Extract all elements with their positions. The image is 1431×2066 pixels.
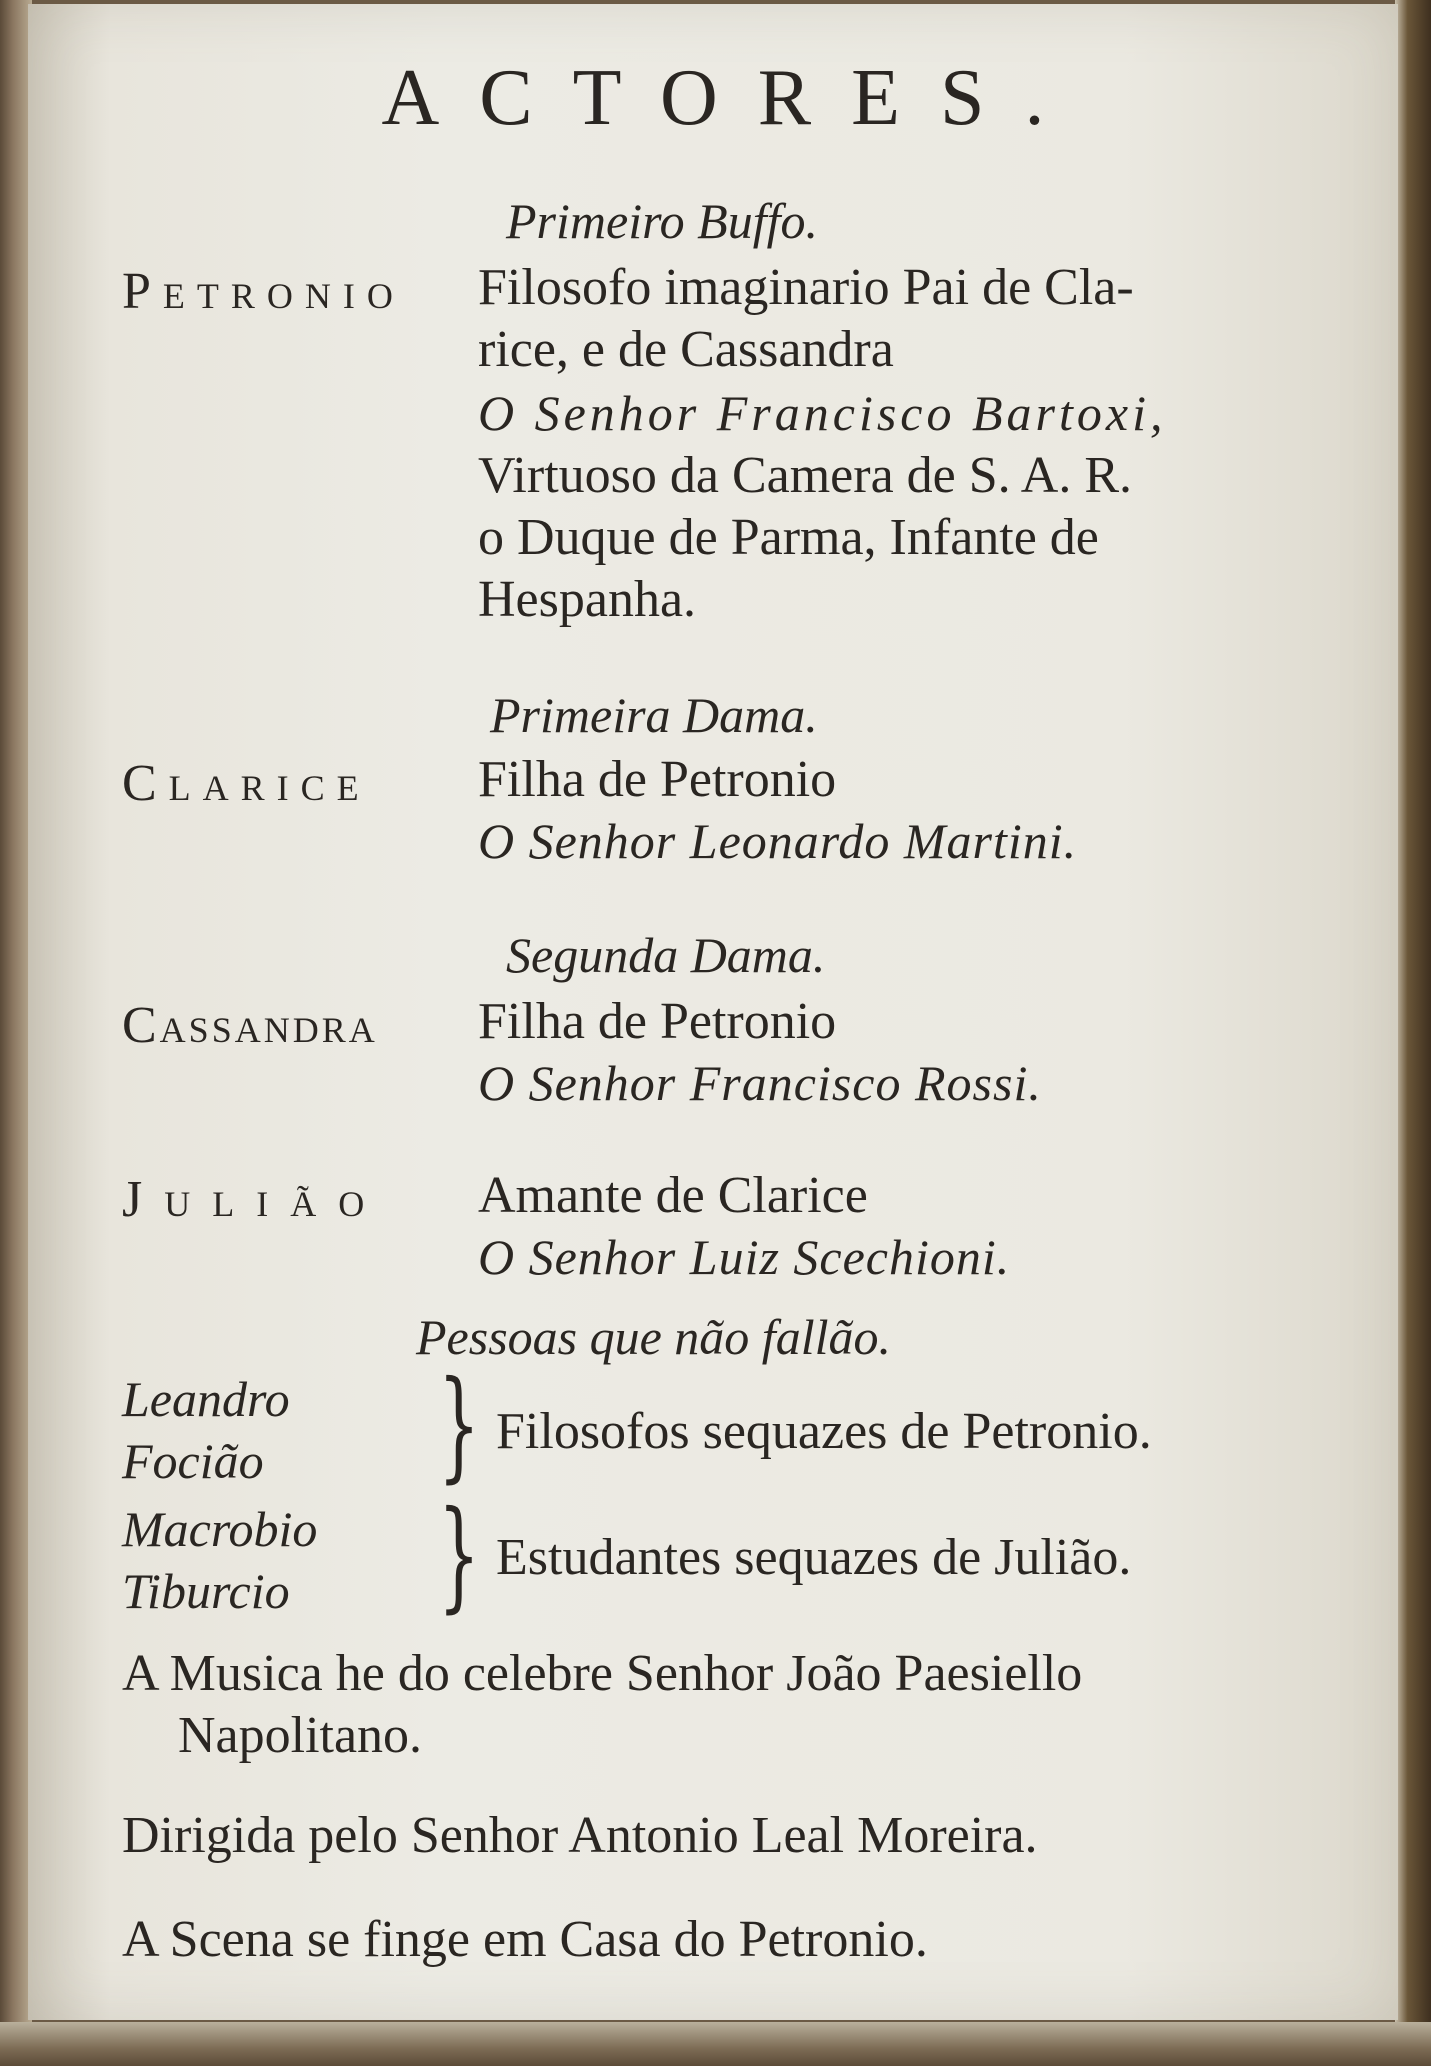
performer-credit: Hespanha. xyxy=(478,571,697,628)
performer-credit: o Duque de Parma, Infante de xyxy=(478,509,1099,566)
silent-name: Leandro xyxy=(122,1371,290,1427)
silent-group-description: Filosofos sequazes de Petronio. xyxy=(496,1403,1152,1460)
character-name-petronio: Petronio xyxy=(122,263,405,320)
silent-name: Macrobio xyxy=(122,1501,318,1557)
character-description: Amante de Clarice xyxy=(478,1167,868,1224)
character-description: Filosofo imaginario Pai de Cla- xyxy=(478,259,1134,316)
music-credit: A Musica he do celebre Senhor João Paesiello xyxy=(122,1645,1083,1702)
performer-name: O Senhor Francisco Bartoxi, xyxy=(478,385,1167,441)
character-description: rice, e de Cassandra xyxy=(478,321,894,378)
performer-name: O Senhor Francisco Rossi. xyxy=(478,1055,1042,1111)
performer-name: O Senhor Leonardo Martini. xyxy=(478,813,1078,869)
character-name-clarice: Clarice xyxy=(122,755,371,812)
director-credit: Dirigida pelo Senhor Antonio Leal Moreira. xyxy=(122,1807,1038,1864)
scene-note: A Scena se finge em Casa do Petronio. xyxy=(122,1911,928,1968)
performer-credit: Virtuoso da Camera de S. A. R. xyxy=(478,447,1133,504)
music-credit-continued: Napolitano. xyxy=(178,1707,423,1764)
character-description: Filha de Petronio xyxy=(478,993,837,1050)
character-name-juliao: Julião xyxy=(122,1171,387,1228)
silent-name: Tiburcio xyxy=(122,1563,290,1619)
role-primeira-dama: Primeira Dama. xyxy=(490,687,818,743)
role-primeiro-buffo: Primeiro Buffo. xyxy=(506,193,819,249)
page-title: ACTORES. xyxy=(381,54,1085,142)
silent-name: Focião xyxy=(122,1433,264,1489)
silent-heading: Pessoas que não fallão. xyxy=(416,1309,891,1365)
character-name-cassandra: Cassandra xyxy=(122,997,378,1054)
silent-group-description: Estudantes sequazes de Julião. xyxy=(496,1529,1132,1586)
curly-brace-icon: } xyxy=(438,1486,480,1625)
book-edge-bottom xyxy=(0,2022,1431,2066)
book-page xyxy=(28,4,1398,2020)
performer-name: O Senhor Luiz Scechioni. xyxy=(478,1229,1011,1285)
book-binding-right xyxy=(1395,0,1431,2066)
curly-brace-icon: } xyxy=(438,1356,480,1495)
role-segunda-dama: Segunda Dama. xyxy=(506,927,826,983)
character-description: Filha de Petronio xyxy=(478,751,837,808)
